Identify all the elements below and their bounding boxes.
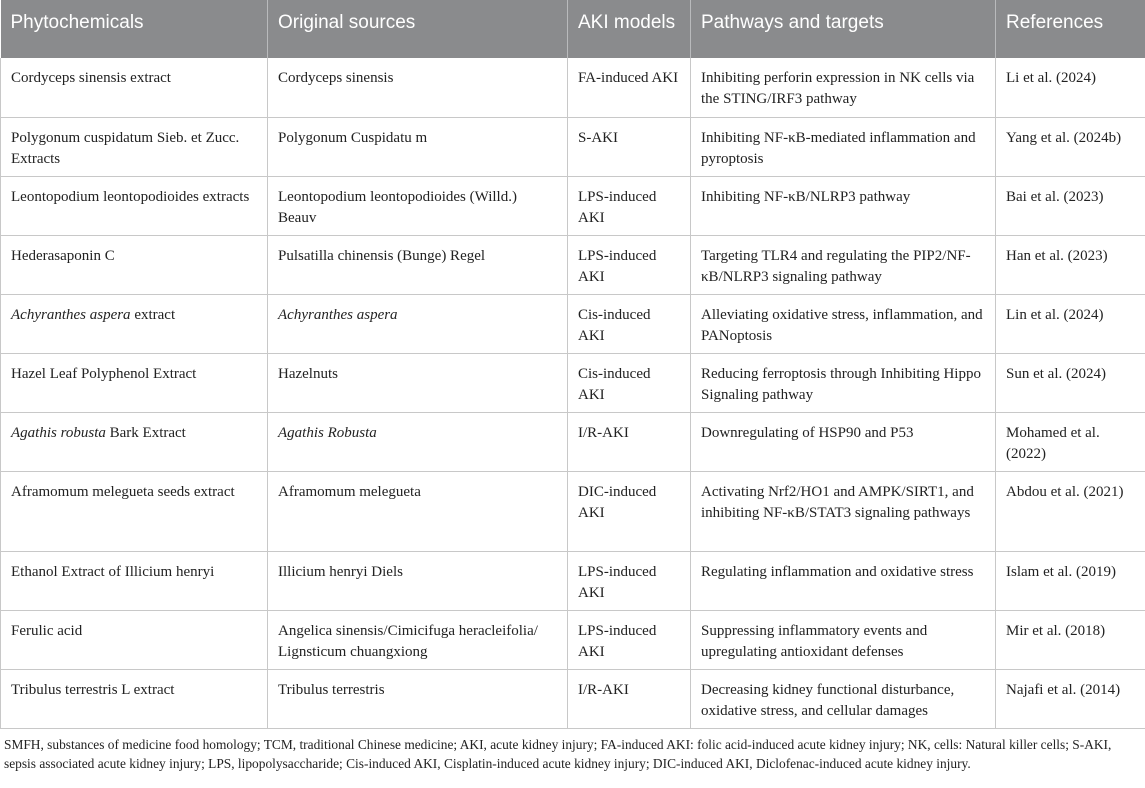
phytochemical-name-italic: Achyranthes aspera [11,306,131,323]
table-row [1,353,1145,412]
cell-pathway: Targeting TLR4 and regulating the PIP2/NF-κB/NLRP3 signaling pathway [691,235,996,294]
table-row [1,294,1145,353]
cell-reference: Lin et al. (2024) [996,294,1145,353]
cell-reference: Najafi et al. (2014) [996,669,1145,728]
cell-reference: Mohamed et al. (2022) [996,412,1145,471]
phytochemical-name: Polygonum cuspidatum Sieb. et Zucc. Extracts [11,129,240,167]
cell-reference: Han et al. (2023) [996,235,1145,294]
cell-source: Pulsatilla chinensis (Bunge) Regel [268,235,568,294]
cell-pathway: Alleviating oxidative stress, inflammation, and PANoptosis [691,294,996,353]
table-row [1,117,1145,176]
table-row [1,610,1145,669]
cell-pathway: Inhibiting perforin expression in NK cells via the STING/IRF3 pathway [691,58,996,117]
cell-pathway: Activating Nrf2/HO1 and AMPK/SIRT1, and inhibiting NF-κB/STAT3 signaling pathways [691,471,996,551]
cell-reference: Mir et al. (2018) [996,610,1145,669]
phytochemical-name: Hazel Leaf Polyphenol Extract [11,365,197,382]
phytochemical-name: Hederasaponin C [11,247,115,264]
cell-phytochemical [1,412,268,471]
cell-phytochemical [1,58,268,117]
cell-reference: Li et al. (2024) [996,58,1145,117]
table-footnote: SMFH, substances of medicine food homology; TCM, traditional Chinese medicine; AKI, acute kidney injury; FA-induced AKI: folic acid-induced acute kidney injury; NK, cells: Natural killer cells; S-AKI, sepsis associated acute kidney injury; LPS, lipopolysaccharide; Cis-induced AKI, Cisplatin-induced acute kidney injury; DIC-induced AKI, Diclofenac-induced acute kidney injury. [4,736,1112,771]
cell-phytochemical [1,294,268,353]
cell-source: Polygonum Cuspidatu m [268,117,568,176]
table-row [1,551,1145,610]
cell-reference: Abdou et al. (2021) [996,471,1145,551]
cell-source: Achyranthes aspera [268,294,568,353]
cell-phytochemical [1,117,268,176]
phytochemical-name-italic: Agathis robusta [11,424,106,441]
cell-pathway: Reducing ferroptosis through Inhibiting Hippo Signaling pathway [691,353,996,412]
header-pathways-targets: Pathways and targets [691,0,996,58]
cell-model: Cis-induced AKI [568,353,691,412]
cell-model: I/R-AKI [568,669,691,728]
cell-phytochemical [1,551,268,610]
header-aki-models: AKI models [568,0,691,58]
header-phytochemicals: Phytochemicals [1,0,268,58]
cell-phytochemical [1,176,268,235]
cell-pathway: Decreasing kidney functional disturbance, oxidative stress, and cellular damages [691,669,996,728]
table-row [1,176,1145,235]
cell-source: Illicium henryi Diels [268,551,568,610]
phytochemical-name: Ferulic acid [11,622,83,639]
cell-reference: Bai et al. (2023) [996,176,1145,235]
table-row [1,412,1145,471]
cell-model: LPS-induced AKI [568,235,691,294]
cell-phytochemical [1,669,268,728]
phytochemical-name: Leontopodium leontopodioides extracts [11,188,250,205]
cell-model: LPS-induced AKI [568,176,691,235]
phytochemical-name: Ethanol Extract of Illicium henryi [11,563,215,580]
cell-pathway: Inhibiting NF-κB/NLRP3 pathway [691,176,996,235]
cell-model: DIC-induced AKI [568,471,691,551]
phytochemical-name-suffix: extract [130,306,176,323]
header-row [1,0,1145,58]
cell-pathway: Inhibiting NF-κB-mediated inflammation and pyroptosis [691,117,996,176]
cell-source: Angelica sinensis/Cimicifuga heracleifolia/ Lignsticum chuangxiong [268,610,568,669]
cell-source: Tribulus terrestris [268,669,568,728]
cell-pathway: Regulating inflammation and oxidative stress [691,551,996,610]
cell-source: Leontopodium leontopodioides (Willd.) Beauv [268,176,568,235]
header-original-sources: Original sources [268,0,568,58]
cell-model: LPS-induced AKI [568,551,691,610]
header-references: References [996,0,1145,58]
cell-model: LPS-induced AKI [568,610,691,669]
table-row [1,58,1145,117]
cell-phytochemical [1,353,268,412]
cell-phytochemical [1,610,268,669]
cell-reference: Islam et al. (2019) [996,551,1145,610]
cell-reference: Sun et al. (2024) [996,353,1145,412]
cell-source: Cordyceps sinensis [268,58,568,117]
cell-model: S-AKI [568,117,691,176]
phytochemical-name: Aframomum melegueta seeds extract [11,483,235,500]
cell-source: Agathis Robusta [268,412,568,471]
cell-pathway: Downregulating of HSP90 and P53 [691,412,996,471]
phytochemical-name: Cordyceps sinensis extract [11,70,171,86]
phytochemical-name: Tribulus terrestris L extract [11,681,175,698]
cell-source: Hazelnuts [268,353,568,412]
table-row [1,235,1145,294]
cell-phytochemical [1,235,268,294]
cell-model: I/R-AKI [568,412,691,471]
cell-model: FA-induced AKI [568,58,691,117]
phytochemical-name-suffix: Bark Extract [105,424,186,441]
cell-pathway: Suppressing inflammatory events and upregulating antioxidant defenses [691,610,996,669]
cell-phytochemical [1,471,268,551]
cell-model: Cis-induced AKI [568,294,691,353]
cell-source: Aframomum melegueta [268,471,568,551]
table-row [1,471,1145,551]
table-row [1,669,1145,728]
cell-reference: Yang et al. (2024b) [996,117,1145,176]
